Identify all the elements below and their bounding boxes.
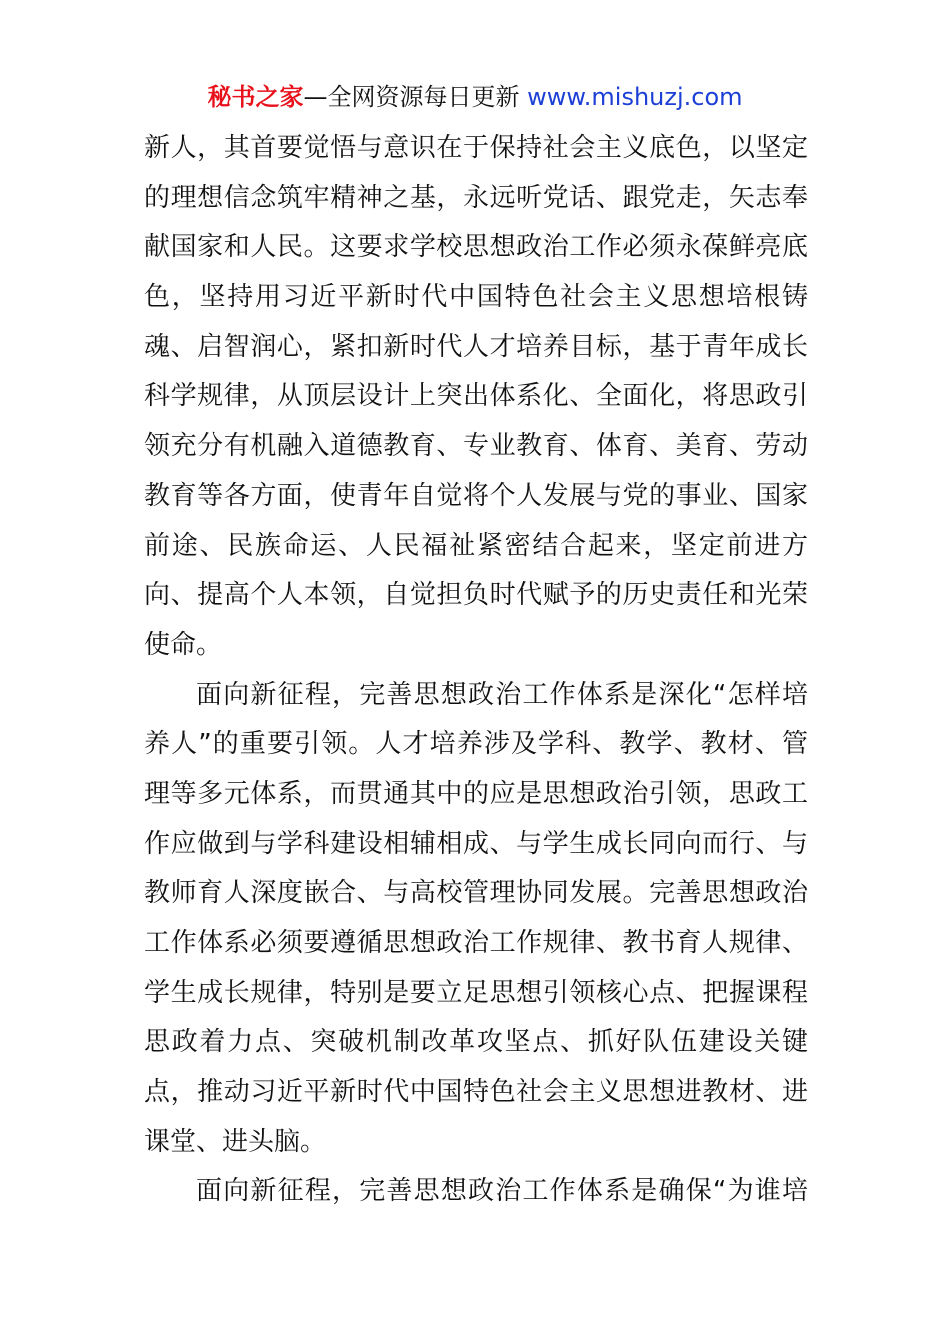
text-line: 面向新征程，完善思想政治工作体系是深化“怎样培 — [196, 679, 808, 710]
text-line: 魂、启智润心，紧扣新时代人才培养目标，基于青年成长 — [144, 331, 808, 362]
text-line: 教育等各方面，使青年自觉将个人发展与党的事业、国家 — [144, 480, 808, 511]
text-line: 前途、民族命运、人民福祉紧密结合起来，坚定前进方 — [144, 530, 808, 561]
text-line: 点，推动习近平新时代中国特色社会主义思想进教材、进 — [144, 1077, 808, 1108]
text-line: 工作体系必须要遵循思想政治工作规律、教书育人规律、 — [144, 928, 808, 958]
text-line: 献国家和人民。这要求学校思想政治工作必须永葆鲜亮底 — [144, 232, 808, 263]
site-header — [0, 80, 950, 114]
paragraph-1 — [144, 124, 808, 671]
site-url-link[interactable]: www.mishuzj.com — [527, 83, 743, 111]
text-line: 思政着力点、突破机制改革攻坚点、抓好队伍建设关键 — [144, 1027, 808, 1058]
paragraph-3 — [144, 1167, 808, 1217]
document-body — [144, 124, 808, 1217]
text-line: 养人”的重要引领。人才培养涉及学科、教学、教材、管 — [144, 729, 808, 760]
text-line: 的理想信念筑牢精神之基，永远听党话、跟党走，矢志奉 — [144, 182, 808, 213]
text-line: 教师育人深度嵌合、与高校管理协同发展。完善思想政治 — [144, 878, 808, 909]
text-line: 科学规律，从顶层设计上突出体系化、全面化，将思政引 — [144, 381, 808, 412]
text-line: 作应做到与学科建设相辅相成、与学生成长同向而行、与 — [144, 828, 808, 859]
text-line: 领充分有机融入道德教育、专业教育、体育、美育、劳动 — [144, 431, 808, 462]
text-line: 理等多元体系，而贯通其中的应是思想政治引领，思政工 — [144, 778, 808, 809]
text-line: 面向新征程，完善思想政治工作体系是确保“为谁培 — [196, 1176, 808, 1207]
text-line: 使命。 — [144, 629, 223, 660]
text-line: 向、提高个人本领，自觉担负时代赋予的历史责任和光荣 — [144, 580, 808, 611]
text-line: 新人，其首要觉悟与意识在于保持社会主义底色，以坚定 — [144, 133, 808, 163]
text-line: 课堂、进头脑。 — [144, 1126, 327, 1157]
text-line: 色，坚持用习近平新时代中国特色社会主义思想培根铸 — [144, 282, 808, 313]
text-line: 学生成长规律，特别是要立足思想引领核心点、把握课程 — [144, 977, 808, 1008]
site-tagline: —全网资源每日更新 — [303, 83, 520, 111]
site-brand: 秘书之家 — [207, 83, 304, 111]
paragraph-2 — [144, 671, 808, 1168]
